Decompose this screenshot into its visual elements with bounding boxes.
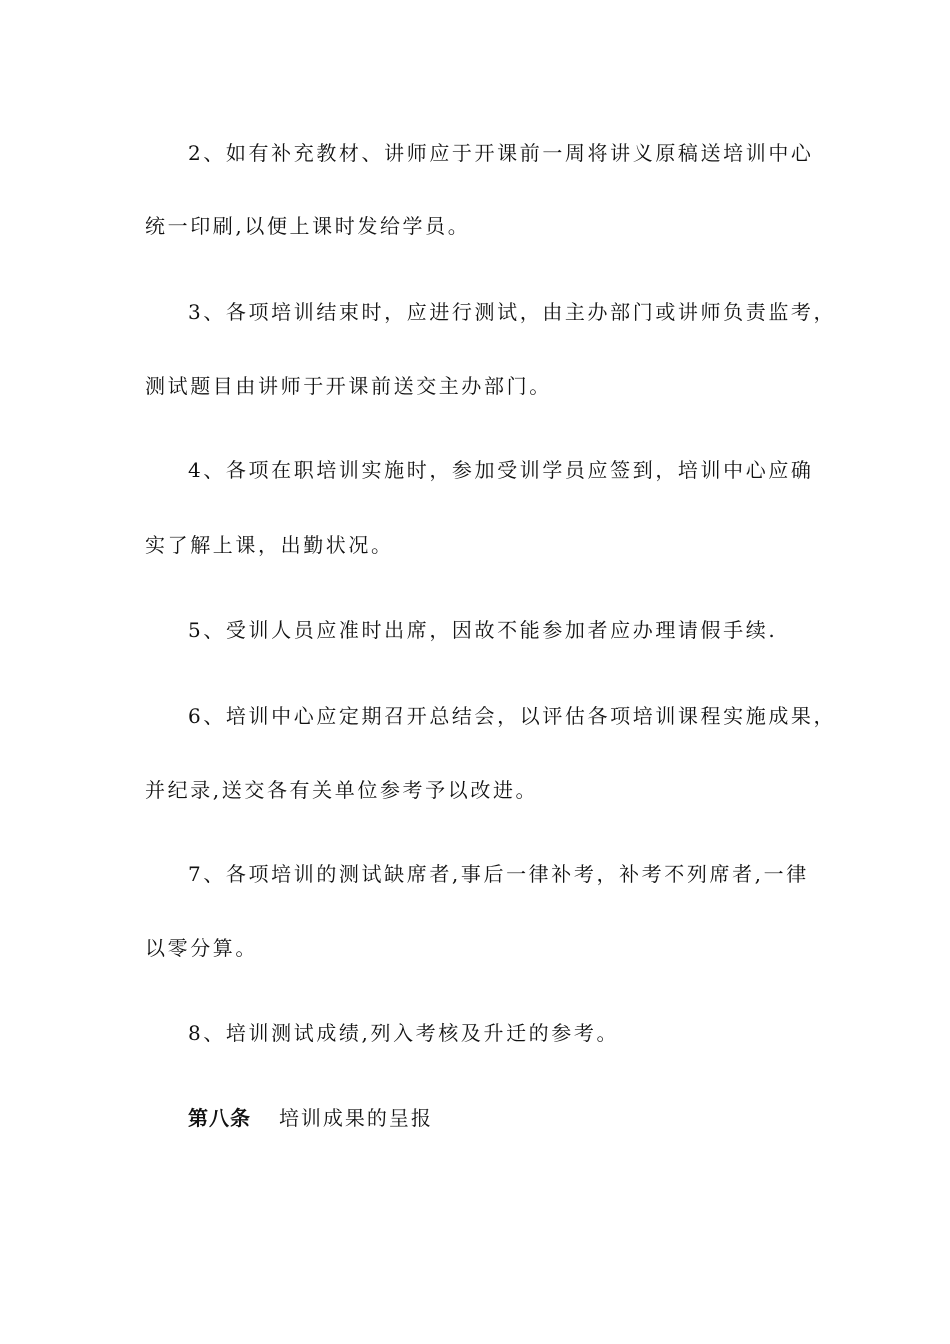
item-6-line-2: 并纪录,送交各有关单位参考予以改进。 <box>145 778 539 802</box>
item-2-line-2: 统一印刷,以便上课时发给学员。 <box>145 214 471 238</box>
item-7-line-2: 以零分算。 <box>145 936 258 960</box>
item-6-line-1: 6、培训中心应定期召开总结会，以评估各项培训课程实施成果， <box>188 704 837 728</box>
article-heading <box>188 1103 868 1133</box>
item-3-line-1: 3、各项培训结束时，应进行测试，由主办部门或讲师负责监考， <box>188 300 837 324</box>
item-7-line-1: 7、各项培训的测试缺席者,事后一律补考，补考不列席者,一律 <box>188 862 809 886</box>
item-5-line-1: 5、受训人员应准时出席，因故不能参加者应办理请假手续. <box>188 618 778 642</box>
article-number: 第八条 <box>188 1106 251 1130</box>
item-4-line-2: 实了解上课，出勤状况。 <box>145 533 394 557</box>
item-2-line-1: 2、如有补充教材、讲师应于开课前一周将讲义原稿送培训中心 <box>188 141 814 165</box>
article-title: 培训成果的呈报 <box>278 1106 433 1130</box>
item-3-line-2: 测试题目由讲师于开课前送交主办部门。 <box>145 374 552 398</box>
item-8-line-1: 8、培训测试成绩,列入考核及升迁的参考。 <box>188 1021 620 1045</box>
item-4-line-1: 4、各项在职培训实施时，参加受训学员应签到，培训中心应确 <box>188 458 814 482</box>
